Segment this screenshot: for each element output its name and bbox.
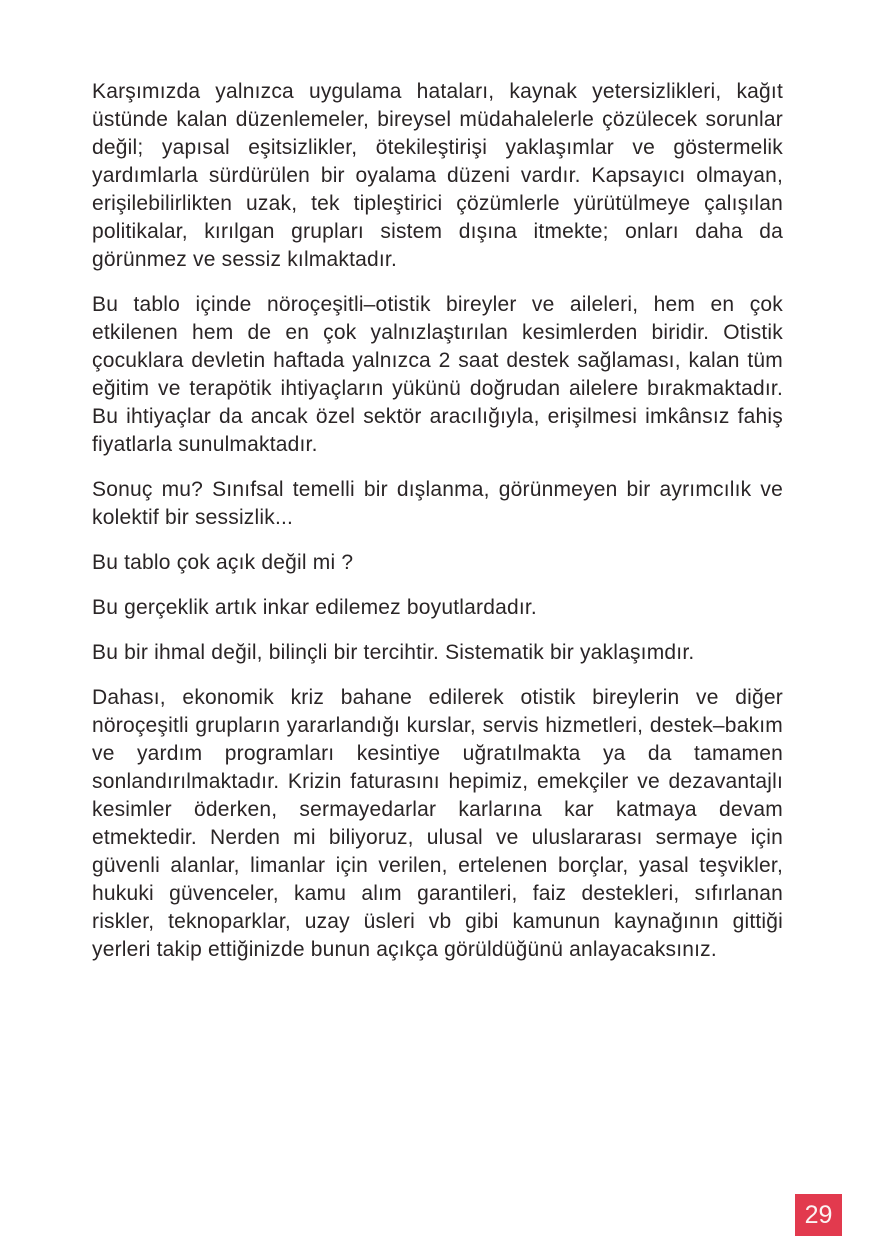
paragraph-1: Karşımızda yalnızca uygulama hataları, kaynak yetersizlikleri, kağıt üstünde kalan düzenlemeler, bireysel müdahalelerle çözülecek sorunlar değil; yapısal eşitsizlikler, ötekileştirişi yaklaşımlar ve göstermelik yardımlarla sürdürülen bir oyalama düzeni vardır. Kapsayıcı olmayan, erişilebilirlikten uzak, tek tipleştirici çözümlerle yürütülmeye çalışılan politikalar, kırılgan grupları sistem dışına itmekte; onları daha da görünmez ve sessiz kılmaktadır. [92, 80, 783, 271]
paragraph-7: Dahası, ekonomik kriz bahane edilerek otistik bireylerin ve diğer nöroçeşitli grupların yararlandığı kurslar, servis hizmetleri, destek–bakım ve yardım programları kesintiye uğratılmakta ya da tamamen sonlandırılmaktadır. Krizin faturasını hepimiz, emekçiler ve dezavantajlı kesimler öderken, sermayedarlar karlarına kar katmaya devam etmektedir. Nerden mi biliyoruz, ulusal ve uluslararası sermaye için güvenli alanlar, limanlar için verilen, ertelenen borçlar, yasal teşvikler, hukuki güvenceler, kamu alım garantileri, faiz destekleri, sıfırlanan riskler, teknoparklar, uzay üsleri vb gibi kamunun kaynağının gittiği yerleri takip ettiğinizde bunun açıkça görüldüğünü anlayacaksınız. [92, 686, 783, 961]
paragraph-6: Bu bir ihmal değil, bilinçli bir tercihtir. Sistematik bir yaklaşımdır. [92, 641, 695, 664]
page-number-badge: 29 [795, 1194, 842, 1236]
text-block [92, 78, 783, 981]
paragraph-5: Bu gerçeklik artık inkar edilemez boyutlardadır. [92, 596, 537, 619]
paragraph-2: Bu tablo içinde nöroçeşitli–otistik bireyler ve aileleri, hem en çok etkilenen hem de en çok yalnızlaştırılan kesimlerden biridir. Otistik çocuklara devletin haftada yalnızca 2 saat destek sağlaması, kalan tüm eğitim ve terapötik ihtiyaçların yükünü doğrudan ailelere bırakmaktadır. Bu ihtiyaçlar da ancak özel sektör aracılığıyla, erişilmesi imkânsız fahiş fiyatlarla sunulmaktadır. [92, 293, 783, 456]
paragraph-4: Bu tablo çok açık değil mi ? [92, 551, 354, 574]
paragraph-3: Sonuç mu? Sınıfsal temelli bir dışlanma, görünmeyen bir ayrımcılık ve kolektif bir sessizlik... [92, 478, 783, 529]
